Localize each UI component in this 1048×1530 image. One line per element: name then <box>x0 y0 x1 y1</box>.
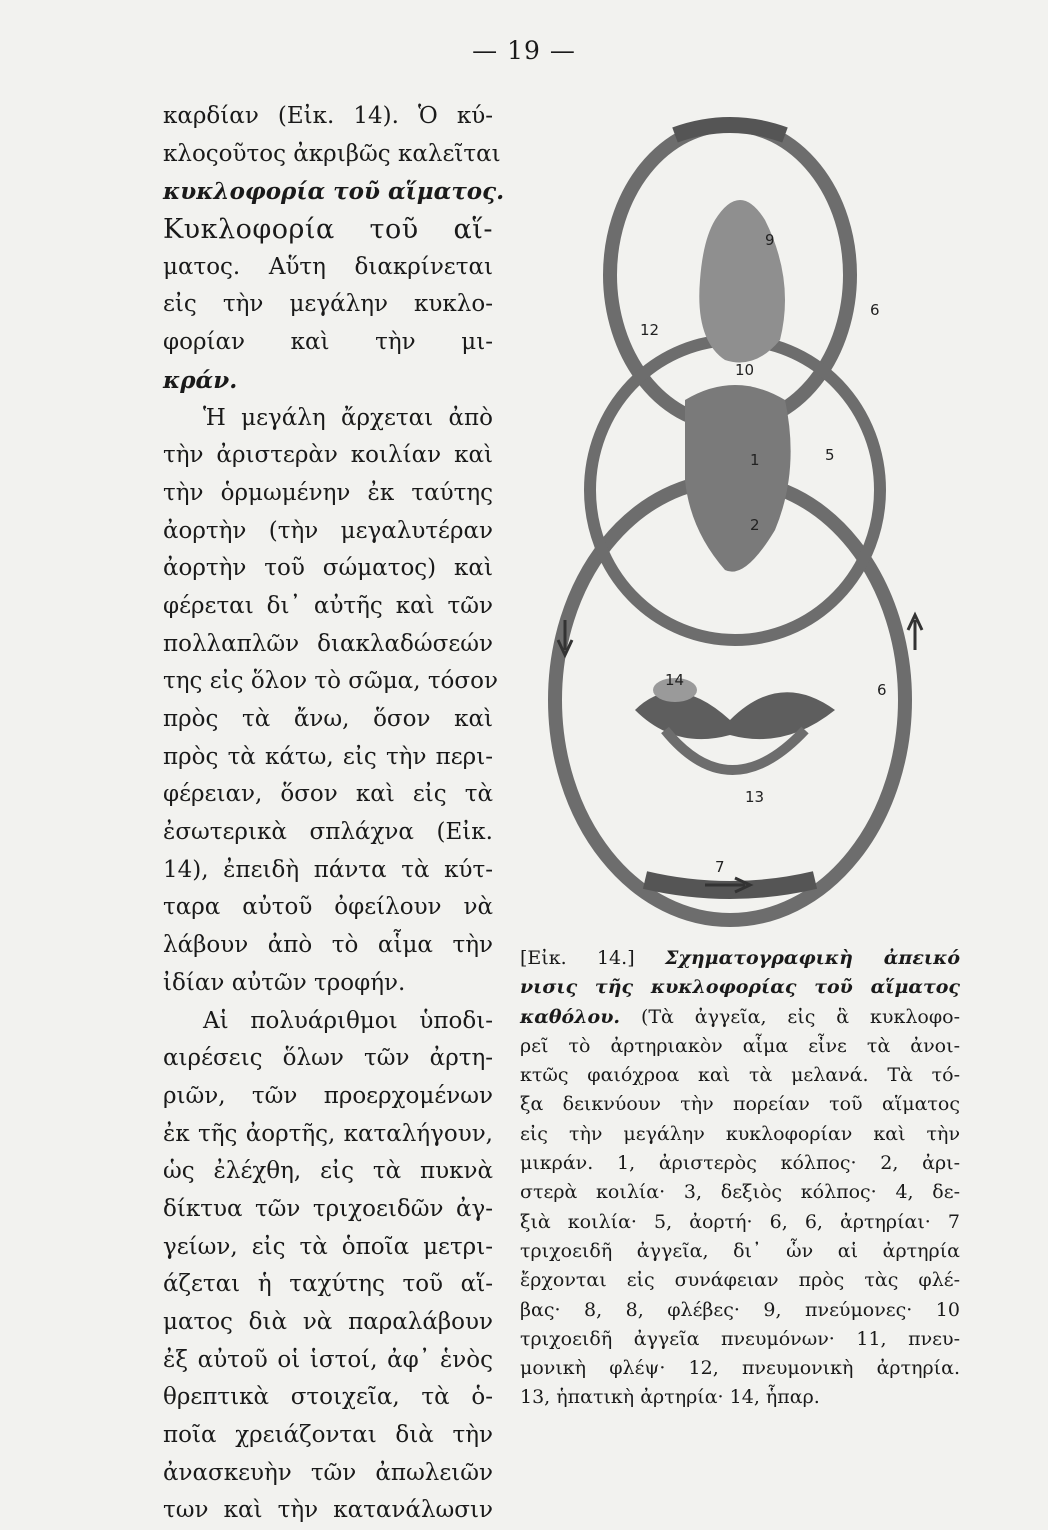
caption-line <box>520 1003 960 1032</box>
caption-text: τριχοειδῆ ἀγγεῖα, δι᾽ ὧν αἱ ἀρτηρία <box>520 1239 960 1262</box>
text-line: ἰδίαν αὐτῶν τροφήν. <box>163 969 406 996</box>
text-line: γείων, εἰς τὰ ὁποῖα μετρι- <box>163 1233 493 1260</box>
caption-line <box>520 1383 960 1412</box>
figure-caption <box>520 944 960 1413</box>
caption-line <box>520 1354 960 1383</box>
heart-shape <box>685 385 791 572</box>
text-line: θρεπτικὰ στοιχεῖα, τὰ ὁ- <box>163 1384 493 1411</box>
caption-line <box>520 1325 960 1354</box>
text-line: άζεται ἡ ταχύτης τοῦ αἵ- <box>163 1271 493 1298</box>
text-line: Ἡ μεγάλη ἄρχεται ἀπὸ <box>203 404 493 431</box>
text-line: ταρα αὐτοῦ ὀφείλουν νὰ <box>163 894 493 921</box>
caption-line <box>520 1266 960 1295</box>
caption-text: κτῶς φαιόχροα καὶ τὰ μελανά. Τὰ τό- <box>520 1064 960 1087</box>
caption-text: καθόλου. <box>520 1005 621 1028</box>
page-number: — 19 — <box>472 36 576 65</box>
text-line: ἀορτὴν (τὴν μεγαλυτέραν <box>163 517 493 544</box>
text-line: ἐσωτερικὰ σπλάχνα (Εἰκ. <box>163 819 493 846</box>
text-line: ἀορτὴν τοῦ σώματος) καὶ <box>163 555 493 582</box>
label-10: 10 <box>735 361 755 379</box>
caption-text: μικράν. 1, ἀριστερὸς κόλπος· 2, ἀρι- <box>520 1152 960 1175</box>
text-line: ματος διὰ νὰ παραλάβουν <box>163 1309 493 1335</box>
text-line: τὴν ὁρμωμένην ἐκ ταύτης <box>163 479 493 506</box>
text-line: των καὶ τὴν κατανάλωσιν <box>163 1497 493 1524</box>
caption-text: (Τὰ ἀγγεῖα, εἰς ἃ κυκλοφο- <box>620 1005 960 1028</box>
caption-text: στερὰ κοιλία· 3, δεξιὸς κόλπος· 4, δε- <box>520 1181 960 1204</box>
caption-line <box>520 1178 960 1207</box>
caption-line <box>520 973 960 1002</box>
circulation-diagram-svg <box>525 110 955 930</box>
text-line: καρδίαν (Εἰκ. 14). Ὁ κύ- <box>163 103 493 129</box>
text-line: ματος. Αὕτη διακρίνεται <box>163 253 493 280</box>
text-line: εἰς τὴν μεγάλην κυκλο- <box>163 291 493 318</box>
label-12: 12 <box>640 321 660 339</box>
text-line: φορίαν καὶ τὴν μι- <box>163 329 493 356</box>
caption-text: ἔρχονται εἰς συνάφειαν πρὸς τὰς φλέ- <box>520 1269 960 1292</box>
text-line: δίκτυα τῶν τριχοειδῶν ἀγ- <box>163 1195 493 1222</box>
text-line: κράν. <box>163 366 238 394</box>
caption-line <box>520 1296 960 1325</box>
caption-text: νισις τῆς κυκλοφορίας τοῦ αἵματος <box>520 976 960 999</box>
label-14: 14 <box>665 671 685 689</box>
label-9: 9 <box>765 231 775 249</box>
text-line: κλοςοῦτος ἀκριβῶς καλεῖται <box>163 140 501 167</box>
text-line: Κυκλοφορία τοῦ αἵ- <box>163 214 493 246</box>
text-line: πολλαπλῶν διακλαδώσεών <box>163 630 493 657</box>
caption-text: 13, ἡπατικὴ ἀρτηρία· 14, ἧπαρ. <box>520 1386 820 1409</box>
caption-text: [Εἰκ. 14.] <box>520 947 665 969</box>
text-line: ποῖα χρειάζονται διὰ τὴν <box>163 1422 493 1449</box>
caption-line <box>520 1208 960 1237</box>
text-line: φέρεται δι᾽ αὐτῆς καὶ τῶν <box>163 592 493 619</box>
label-6-bottom: 6 <box>877 681 887 699</box>
text-line: ἐξ αὐτοῦ οἱ ἱστοί, ἀφ᾽ ἑνὸς <box>163 1346 493 1373</box>
caption-text: ξα δεικνύουν τὴν πορείαν τοῦ αἵματος <box>520 1093 960 1116</box>
text-line: λάβουν ἀπὸ τὸ αἷμα τὴν <box>163 932 493 959</box>
caption-text: βας· 8, 8, φλέβες· 9, πνεύμονες· 10 <box>520 1298 960 1321</box>
caption-line <box>520 1032 960 1061</box>
text-line: πρὸς τὰ κάτω, εἰς τὴν περι- <box>163 743 493 770</box>
lungs-shape <box>699 200 785 363</box>
text-line: φέρειαν, ὅσον καὶ εἰς τὰ <box>163 781 493 808</box>
label-2: 2 <box>750 516 760 534</box>
caption-line <box>520 1090 960 1119</box>
text-line: αιρέσεις ὅλων τῶν ἀρτη- <box>163 1045 493 1072</box>
text-line: τὴν ἀριστερὰν κοιλίαν καὶ <box>163 442 493 469</box>
label-1: 1 <box>750 451 760 469</box>
top-capillaries <box>675 125 785 135</box>
caption-text: εἰς τὴν μεγάλην κυκλοφορίαν καὶ τὴν <box>520 1122 960 1145</box>
text-line: ριῶν, τῶν προερχομένων <box>163 1082 493 1109</box>
caption-line <box>520 1061 960 1090</box>
text-line: Αἱ πολυάριθμοι ὑποδι- <box>203 1007 493 1034</box>
text-line: ἐκ τῆς ἀορτῆς, καταλήγουν, <box>163 1120 493 1147</box>
caption-line <box>520 1120 960 1149</box>
circulation-diagram <box>525 110 955 930</box>
caption-line <box>520 1237 960 1266</box>
label-13: 13 <box>745 788 765 806</box>
text-line: ὡς ἐλέχθη, εἰς τὰ πυκνὰ <box>163 1158 493 1185</box>
label-6-top: 6 <box>870 301 880 319</box>
label-7: 7 <box>715 858 725 876</box>
caption-line <box>520 944 960 973</box>
caption-text: ξιὰ κοιλία· 5, ἀορτή· 6, 6, ἀρτηρίαι· 7 <box>520 1210 960 1233</box>
caption-text: μονικὴ φλέψ· 12, πνευμονικὴ ἀρτηρία. <box>520 1357 960 1380</box>
caption-text: τριχοειδῆ ἀγγεῖα πνευμόνων· 11, πνευ- <box>520 1327 960 1350</box>
caption-text: ρεῖ τὸ ἀρτηριακὸν αἷμα εἶνε τὰ ἀνοι- <box>520 1034 960 1057</box>
body-text-column <box>163 98 505 1530</box>
text-line: πρὸς τὰ ἄνω, ὅσον καὶ <box>163 706 493 732</box>
text-line: της εἰς ὅλον τὸ σῶμα, τόσον <box>163 668 498 695</box>
text-line: κυκλοφορία τοῦ αἵματος. <box>163 178 505 206</box>
caption-line <box>520 1149 960 1178</box>
caption-text: Σχηματογραφικὴ ἀπεικό <box>664 947 960 969</box>
text-line: ἀνασκευὴν τῶν ἀπωλειῶν <box>163 1459 493 1486</box>
text-line: 14), ἐπειδὴ πάντα τὰ κύτ- <box>163 856 493 883</box>
label-5: 5 <box>825 446 835 464</box>
arrow-icon <box>908 615 922 650</box>
